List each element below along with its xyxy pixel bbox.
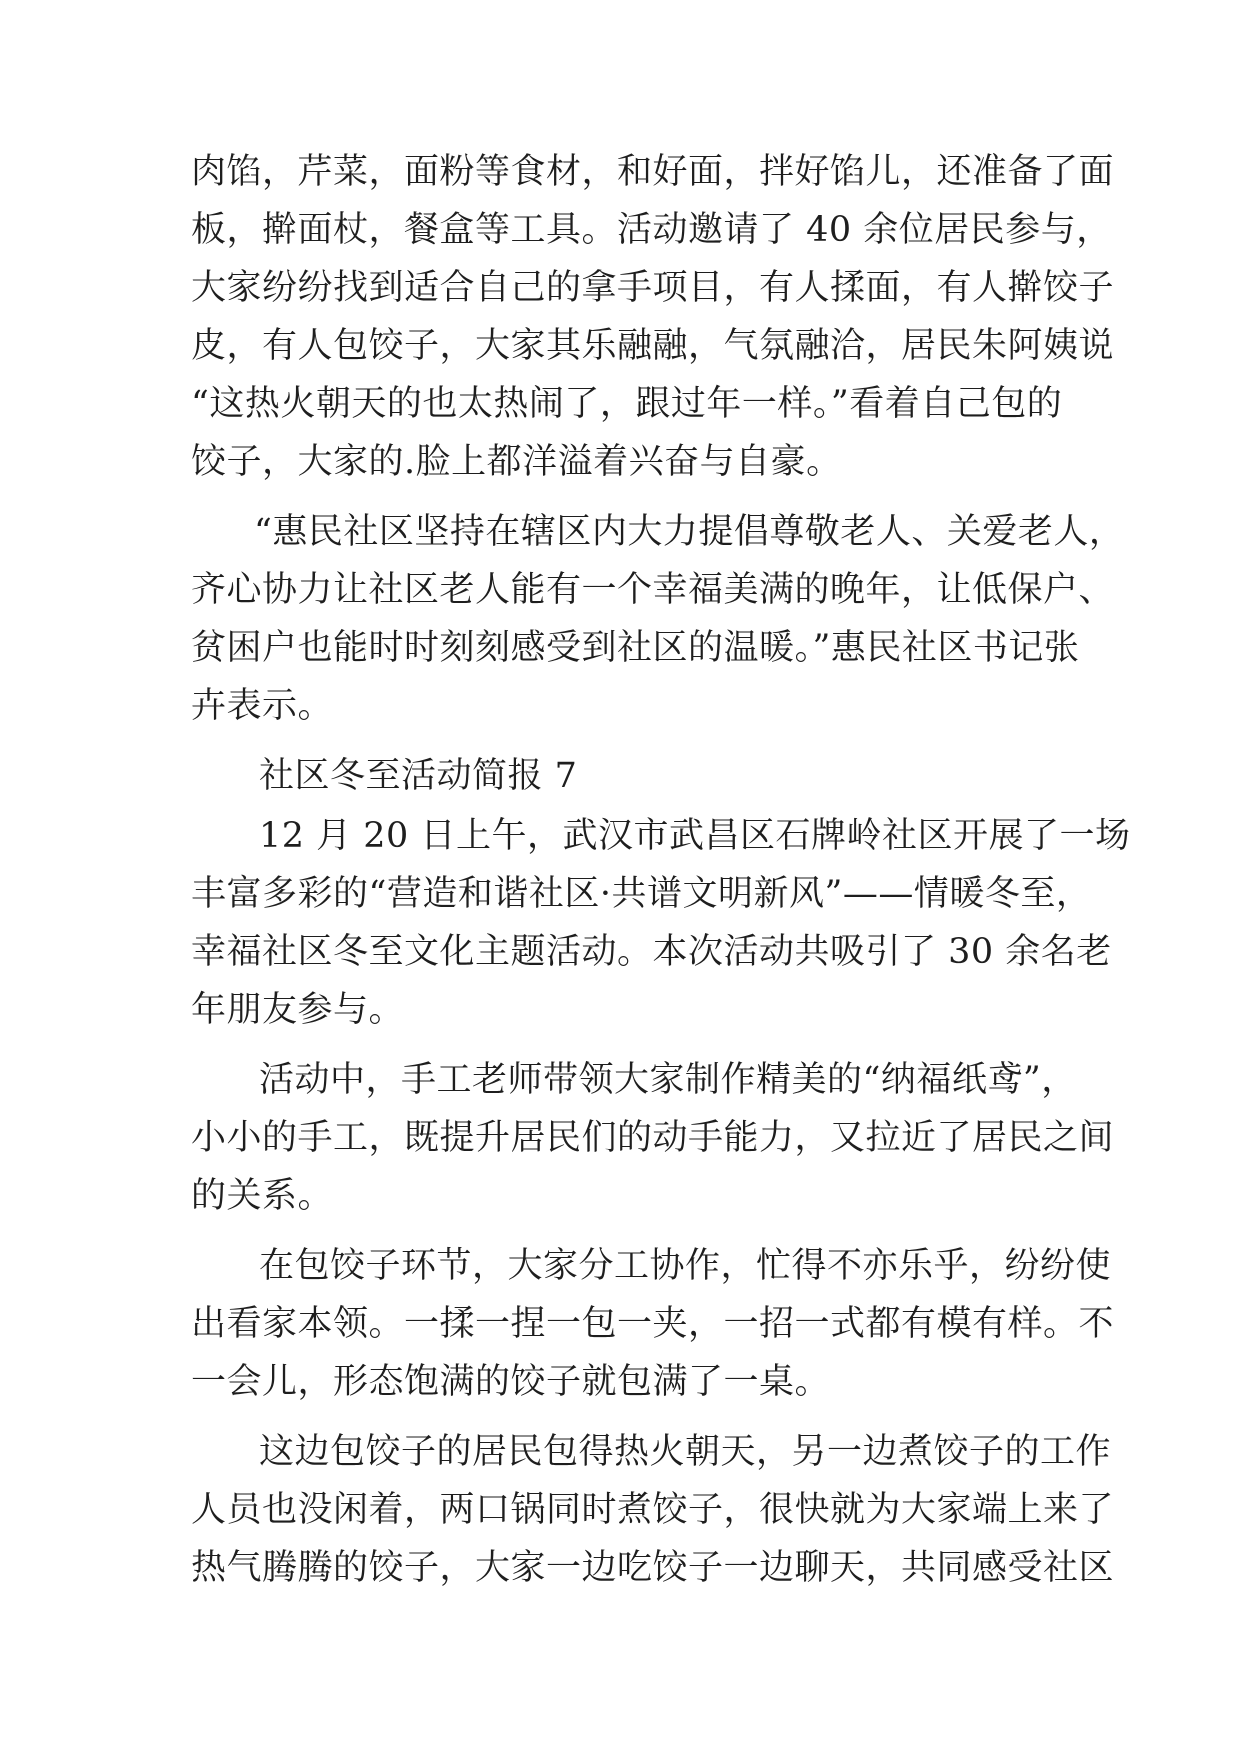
- text-line: 一会儿，形态饱满的饺子就包满了一桌。: [191, 1362, 831, 1402]
- text-line: 板，擀面杖，餐盒等工具。活动邀请了 40 余位居民参与，: [191, 210, 1112, 250]
- text-line: 人员也没闲着，两口锅同时煮饺子，很快就为大家端上来了: [191, 1490, 1115, 1530]
- text-line: 丰富多彩的“营造和谐社区·共谱文明新风”——情暖冬至，: [191, 874, 1092, 914]
- text-line: 热气腾腾的饺子，大家一边吃饺子一边聊天，共同感受社区: [191, 1548, 1115, 1588]
- text-line: 卉表示。: [191, 686, 334, 726]
- text-line: 皮，有人包饺子，大家其乐融融，气氛融洽，居民朱阿姨说: [191, 326, 1115, 366]
- text-line: 小小的手工，既提升居民们的动手能力，又拉近了居民之间: [191, 1118, 1115, 1158]
- text-line: 的关系。: [191, 1176, 334, 1216]
- text-line: 大家纷纷找到适合自己的拿手项目，有人揉面，有人擀饺子: [191, 268, 1115, 308]
- text-line: “这热火朝天的也太热闹了，跟过年一样。”看着自己包的: [191, 384, 1063, 424]
- text-line: 年朋友参与。: [191, 990, 405, 1030]
- text-line: 这边包饺子的居民包得热火朝天，另一边煮饺子的工作: [259, 1432, 1112, 1472]
- text-line: 幸福社区冬至文化主题活动。本次活动共吸引了 30 余名老: [191, 932, 1112, 972]
- text-line: 12 月 20 日上午，武汉市武昌区石牌岭社区开展了一场: [259, 816, 1131, 856]
- text-line: 饺子，大家的.脸上都洋溢着兴奋与自豪。: [191, 442, 842, 482]
- section-heading: 社区冬至活动简报 7: [259, 756, 578, 796]
- text-line: “惠民社区坚持在辖区内大力提倡尊敬老人、关爱老人，: [254, 512, 1125, 552]
- text-line: 贫困户也能时时刻刻感受到社区的温暖。”惠民社区书记张: [191, 628, 1080, 668]
- text-line: 齐心协力让社区老人能有一个幸福美满的晚年，让低保户、: [191, 570, 1115, 610]
- text-line: 活动中，手工老师带领大家制作精美的“纳福纸鸢”，: [259, 1060, 1077, 1100]
- text-line: 在包饺子环节，大家分工协作，忙得不亦乐乎，纷纷使: [259, 1246, 1112, 1286]
- text-line: 出看家本领。一揉一捏一包一夹，一招一式都有模有样。不: [191, 1304, 1115, 1344]
- text-line: 肉馅，芹菜，面粉等食材，和好面，拌好馅儿，还准备了面: [191, 152, 1115, 192]
